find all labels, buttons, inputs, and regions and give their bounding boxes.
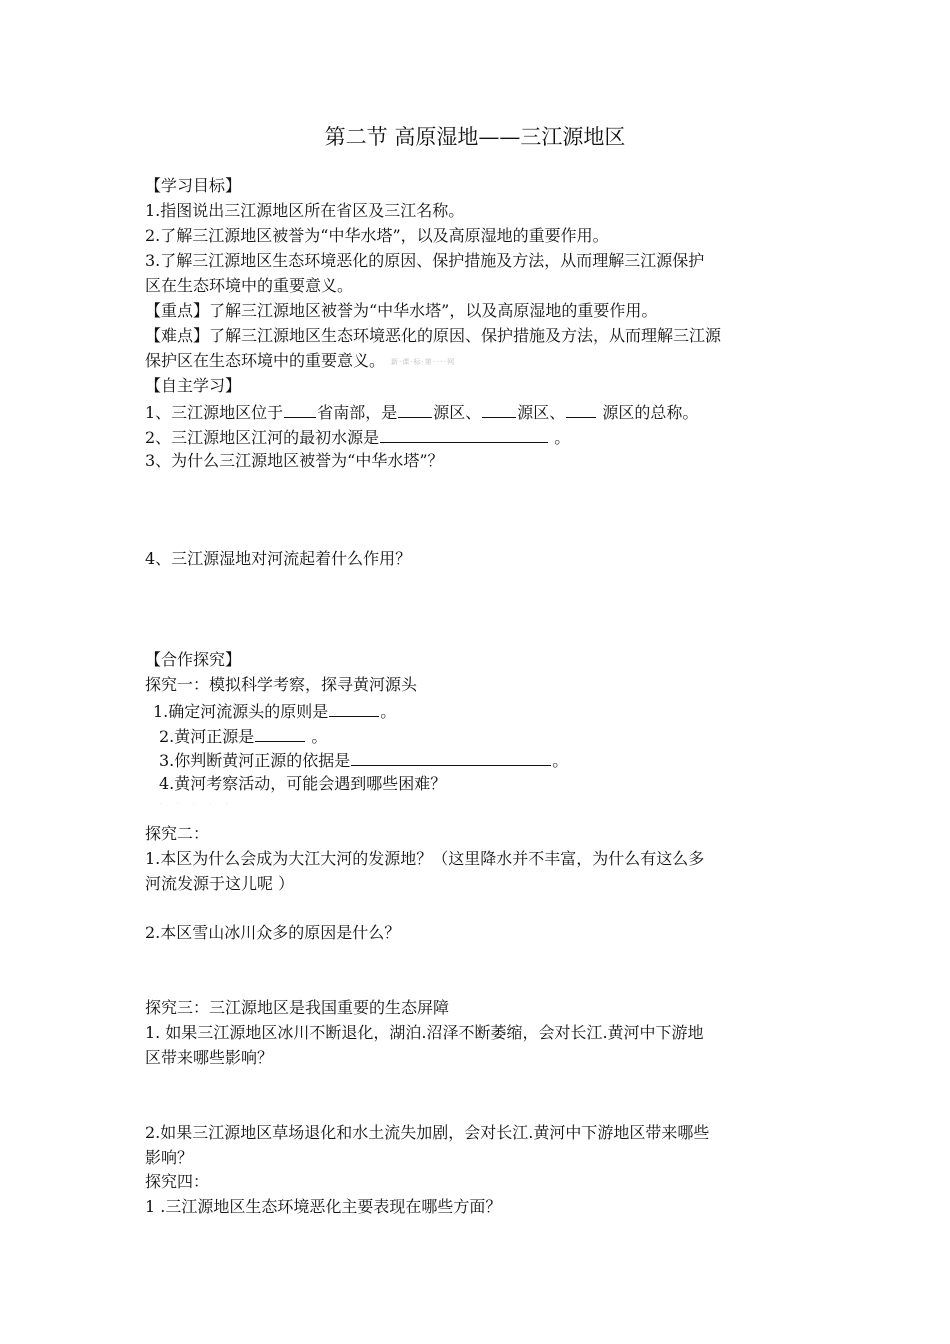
- e1-i1-text: 1.确定河流源头的原则是: [153, 702, 329, 721]
- self-study-q4: 4、三江源湿地对河流起着什么作用？: [145, 549, 412, 568]
- explore-1-item-4: 4.黄河考察活动，可能会遇到哪些困难？: [159, 774, 447, 793]
- self-study-header: 【自主学习】: [145, 376, 242, 395]
- explore-3-q2-line-2: 影响？: [145, 1148, 194, 1167]
- q2-text-1: 2、三江源地区江河的最初水源是: [145, 428, 380, 447]
- explore-1-item-3: [159, 747, 568, 773]
- faint-dots-decoration: · · · · ·: [160, 800, 235, 808]
- explore-3-q1-line-1: 1. 如果三江源地区冰川不断退化，湖泊.沼泽不断萎缩，会对长江.黄河中下游地: [145, 1023, 704, 1042]
- goal-3-line-2: 区在生态环境中的重要意义。: [145, 276, 354, 295]
- e1-i2-text: 2.黄河正源是: [159, 727, 255, 746]
- difficulty-line-2: [145, 349, 455, 374]
- goal-3-line-1: 3.了解三江源地区生态环境恶化的原因、保护措施及方法，从而理解三江源保护: [145, 251, 705, 270]
- goal-1: 1.指图说出三江源地区所在省区及三江名称。: [145, 201, 465, 220]
- q1-text-5: 源区的总称。: [597, 403, 699, 422]
- e1-i3-blank[interactable]: [351, 747, 551, 766]
- e1-i3-text: 3.你判断黄河正源的依据是: [159, 751, 351, 770]
- page-title: 第二节 高原湿地——三江源地区: [324, 125, 626, 149]
- q1-blank-river-2[interactable]: [482, 399, 516, 418]
- difficulty-line-1: 【难点】了解三江源地区生态环境恶化的原因、保护措施及方法，从而理解三江源: [145, 326, 722, 345]
- explore-1-title: 探究一：模拟科学考察，探寻黄河源头: [145, 675, 418, 694]
- self-study-q2: [145, 424, 570, 450]
- explore-3-q2-line-1: 2.如果三江源地区草场退化和水土流失加剧，会对长江.黄河中下游地区带来哪些: [145, 1123, 710, 1142]
- explore-4-title: 探究四：: [145, 1172, 210, 1191]
- e1-i1-blank[interactable]: [329, 698, 379, 717]
- watermark: 新·课·标·第·一·网: [391, 357, 456, 366]
- coop-header: 【合作探究】: [145, 650, 242, 669]
- e1-i3-end: 。: [552, 751, 569, 770]
- self-study-q3: 3、为什么三江源地区被誉为“中华水塔”？: [145, 451, 444, 470]
- explore-2-q1-line-2: 河流发源于这儿呢 ）: [145, 874, 295, 893]
- explore-1-item-1: [153, 698, 396, 724]
- q2-text-2: 。: [549, 428, 571, 447]
- q1-text-1: 1、三江源地区位于: [145, 403, 284, 422]
- goals-header: 【学习目标】: [145, 176, 242, 195]
- explore-4-q1: 1 .三江源地区生态环境恶化主要表现在哪些方面？: [145, 1197, 502, 1216]
- explore-2-title: 探究二：: [145, 824, 210, 843]
- key-point: 【重点】了解三江源地区被誉为“中华水塔”，以及高原湿地的重要作用。: [145, 301, 658, 320]
- difficulty-text: 保护区在生态环境中的重要意义。: [145, 351, 386, 370]
- goal-2: 2.了解三江源地区被誉为“中华水塔”，以及高原湿地的重要作用。: [145, 226, 609, 245]
- q1-text-2: 省南部，是: [317, 403, 398, 422]
- q1-text-3: 源区、: [433, 403, 482, 422]
- q1-blank-river-1[interactable]: [398, 399, 432, 418]
- q1-blank-river-3[interactable]: [566, 399, 596, 418]
- q1-text-4: 源区、: [517, 403, 566, 422]
- explore-1-item-2: [159, 723, 327, 749]
- explore-3-title: 探究三：三江源地区是我国重要的生态屏障: [145, 998, 450, 1017]
- e1-i1-end: 。: [380, 702, 397, 721]
- q2-blank-source[interactable]: [380, 424, 548, 443]
- explore-2-q2: 2.本区雪山冰川众多的原因是什么？: [145, 923, 401, 942]
- e1-i2-blank[interactable]: [255, 723, 305, 742]
- explore-2-q1-line-1: 1.本区为什么会成为大江大河的发源地？（这里降水并不丰富，为什么有这么多: [145, 849, 705, 868]
- self-study-q1: [145, 399, 698, 425]
- e1-i2-end: 。: [306, 727, 328, 746]
- q1-blank-province[interactable]: [284, 399, 316, 418]
- explore-3-q1-line-2: 区带来哪些影响？: [145, 1048, 274, 1067]
